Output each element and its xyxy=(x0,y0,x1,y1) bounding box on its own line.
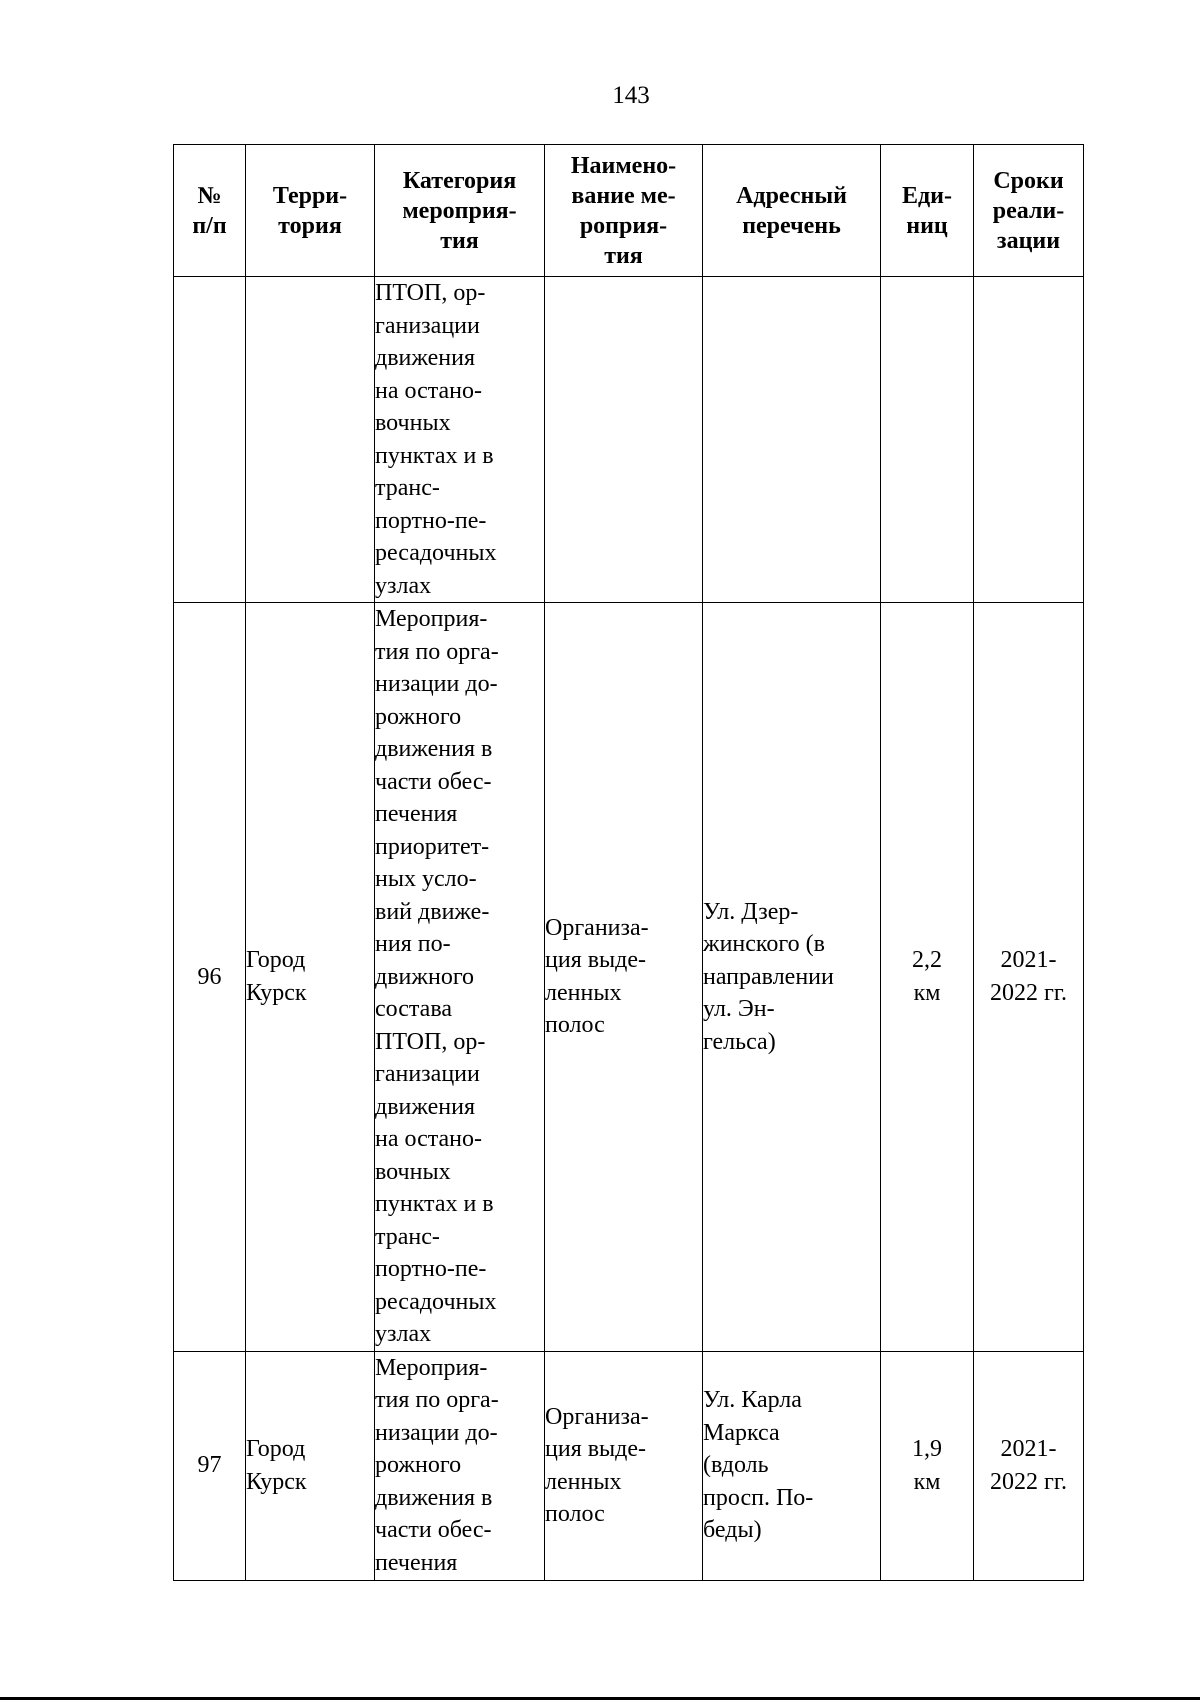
cell-line: тия xyxy=(604,242,643,269)
cell-line: движения xyxy=(375,1093,476,1120)
header-address xyxy=(703,145,881,277)
cell-line: состава xyxy=(375,996,453,1022)
header-num xyxy=(174,145,246,277)
cell-unit xyxy=(881,603,974,1352)
cell-line: части обес- xyxy=(375,768,492,795)
cell-line: беды) xyxy=(703,1517,762,1544)
cell-line: Город xyxy=(246,947,306,974)
cell-line: Организа- xyxy=(545,1403,649,1430)
cell-territory xyxy=(246,603,375,1352)
cell-line: движного xyxy=(375,963,475,990)
cell-line: 1,9 xyxy=(912,1436,942,1462)
cell-line: просп. По- xyxy=(703,1484,814,1511)
cell-line: роприя- xyxy=(579,212,668,239)
cell-line: (вдоль xyxy=(703,1452,769,1479)
cell-line: портно-пе- xyxy=(375,1256,487,1282)
cell-line: Терри- xyxy=(272,182,348,209)
cell-line: 2,2 xyxy=(912,947,942,974)
header-unit xyxy=(881,145,974,277)
cell-num: 96 xyxy=(174,603,246,1352)
cell-category xyxy=(375,277,545,603)
cell-line: на остано- xyxy=(375,377,483,404)
cell-line: транс- xyxy=(375,475,440,501)
cell-line: ция выде- xyxy=(545,947,647,974)
cell-line: Категория xyxy=(402,167,517,194)
cell-line: тория xyxy=(278,212,342,239)
cell-line: № xyxy=(197,182,222,209)
cell-line: Наимено- xyxy=(570,152,677,179)
cell-line: км xyxy=(913,979,941,1006)
cell-address xyxy=(703,603,881,1352)
cell-line: зации xyxy=(996,227,1061,254)
cell-line: перечень xyxy=(742,212,841,239)
cell-term xyxy=(974,603,1084,1352)
cell-line: ниц xyxy=(906,212,948,239)
events-table xyxy=(173,144,1084,1581)
cell-line: приоритет- xyxy=(375,833,490,860)
cell-line: ресадочных xyxy=(375,540,497,566)
cell-term xyxy=(974,277,1084,603)
cell-line: Ул. Карла xyxy=(703,1387,802,1414)
cell-name xyxy=(545,603,703,1352)
header-territory xyxy=(246,145,375,277)
cell-category xyxy=(375,1351,545,1580)
cell-line: жинского (в xyxy=(703,931,825,957)
cell-category xyxy=(375,603,545,1352)
cell-line: ния по- xyxy=(375,931,451,957)
cell-line: узлах xyxy=(375,1321,432,1347)
cell-line: полос xyxy=(545,1501,605,1527)
cell-line: 2021- xyxy=(1000,947,1057,974)
cell-line: вий движе- xyxy=(375,898,490,925)
cell-line: вочных xyxy=(375,410,451,436)
cell-line: п/п xyxy=(192,212,227,239)
cell-line: Курск xyxy=(246,979,307,1006)
table-row xyxy=(174,1351,1084,1580)
cell-line: мероприя- xyxy=(402,197,517,224)
cell-line: пунктах и в xyxy=(375,1191,494,1217)
header-category xyxy=(375,145,545,277)
cell-line: Курск xyxy=(246,1468,307,1495)
cell-term xyxy=(974,1351,1084,1580)
cell-line: ресадочных xyxy=(375,1288,497,1315)
cell-line: движения xyxy=(375,345,476,371)
cell-line: ция выде- xyxy=(545,1436,647,1462)
cell-line: вание ме- xyxy=(571,182,676,209)
cell-line: Ул. Дзер- xyxy=(703,898,799,925)
cell-num: 97 xyxy=(174,1351,246,1580)
cell-address xyxy=(703,1351,881,1580)
cell-line: реали- xyxy=(992,197,1065,224)
cell-line: 2021- xyxy=(1000,1436,1057,1462)
cell-line: 2022 гг. xyxy=(990,979,1067,1006)
cell-name xyxy=(545,277,703,603)
cell-line: части обес- xyxy=(375,1517,492,1544)
cell-unit xyxy=(881,277,974,603)
header-name xyxy=(545,145,703,277)
table-row xyxy=(174,277,1084,603)
cell-line: низации до- xyxy=(375,671,498,697)
cell-line: узлах xyxy=(375,572,432,599)
table-row xyxy=(174,603,1084,1352)
cell-line: Мероприя- xyxy=(375,1354,488,1381)
cell-territory xyxy=(246,1351,375,1580)
cell-line: Маркса xyxy=(703,1419,780,1446)
cell-territory xyxy=(246,277,375,603)
cell-line: вочных xyxy=(375,1158,451,1185)
cell-line: ул. Эн- xyxy=(703,996,775,1022)
cell-line: движения в xyxy=(375,736,493,762)
cell-unit xyxy=(881,1351,974,1580)
cell-line: 2022 гг. xyxy=(990,1468,1067,1495)
cell-line: Еди- xyxy=(902,182,952,209)
cell-line: ных усло- xyxy=(375,866,477,892)
cell-line: км xyxy=(913,1468,941,1495)
cell-line: рожного xyxy=(375,703,462,730)
cell-line: полос xyxy=(545,1012,605,1039)
cell-line: низации до- xyxy=(375,1419,498,1446)
cell-line: печения xyxy=(375,1549,458,1576)
cell-address xyxy=(703,277,881,603)
cell-line: транс- xyxy=(375,1223,440,1250)
header-term xyxy=(974,145,1084,277)
cell-line: ленных xyxy=(545,979,622,1006)
cell-line: гельса) xyxy=(703,1028,776,1055)
cell-line: ленных xyxy=(545,1468,622,1495)
cell-line: рожного xyxy=(375,1452,462,1479)
cell-line: ПТОП, ор- xyxy=(375,1028,486,1055)
cell-num xyxy=(174,277,246,603)
cell-line: Сроки xyxy=(993,167,1064,194)
cell-line: направлении xyxy=(703,963,834,990)
cell-line: Адресный xyxy=(736,182,847,209)
scan-edge-divider xyxy=(0,1697,1200,1700)
cell-line: на остано- xyxy=(375,1126,483,1152)
cell-line: Организа- xyxy=(545,914,649,941)
cell-line: ганизации xyxy=(375,312,480,339)
cell-name xyxy=(545,1351,703,1580)
cell-line: ПТОП, ор- xyxy=(375,280,486,306)
table-header-row xyxy=(174,145,1084,277)
cell-line: портно-пе- xyxy=(375,507,487,534)
cell-line: ганизации xyxy=(375,1061,480,1087)
cell-line: пунктах и в xyxy=(375,442,494,469)
cell-line: Город xyxy=(246,1436,306,1462)
cell-line: печения xyxy=(375,801,458,827)
cell-line: движения в xyxy=(375,1484,493,1511)
page-number: 143 xyxy=(612,82,650,109)
cell-line: тия по орга- xyxy=(375,638,499,665)
cell-line: Мероприя- xyxy=(375,606,488,632)
cell-line: тия по орга- xyxy=(375,1387,499,1414)
cell-line: тия xyxy=(440,227,479,254)
